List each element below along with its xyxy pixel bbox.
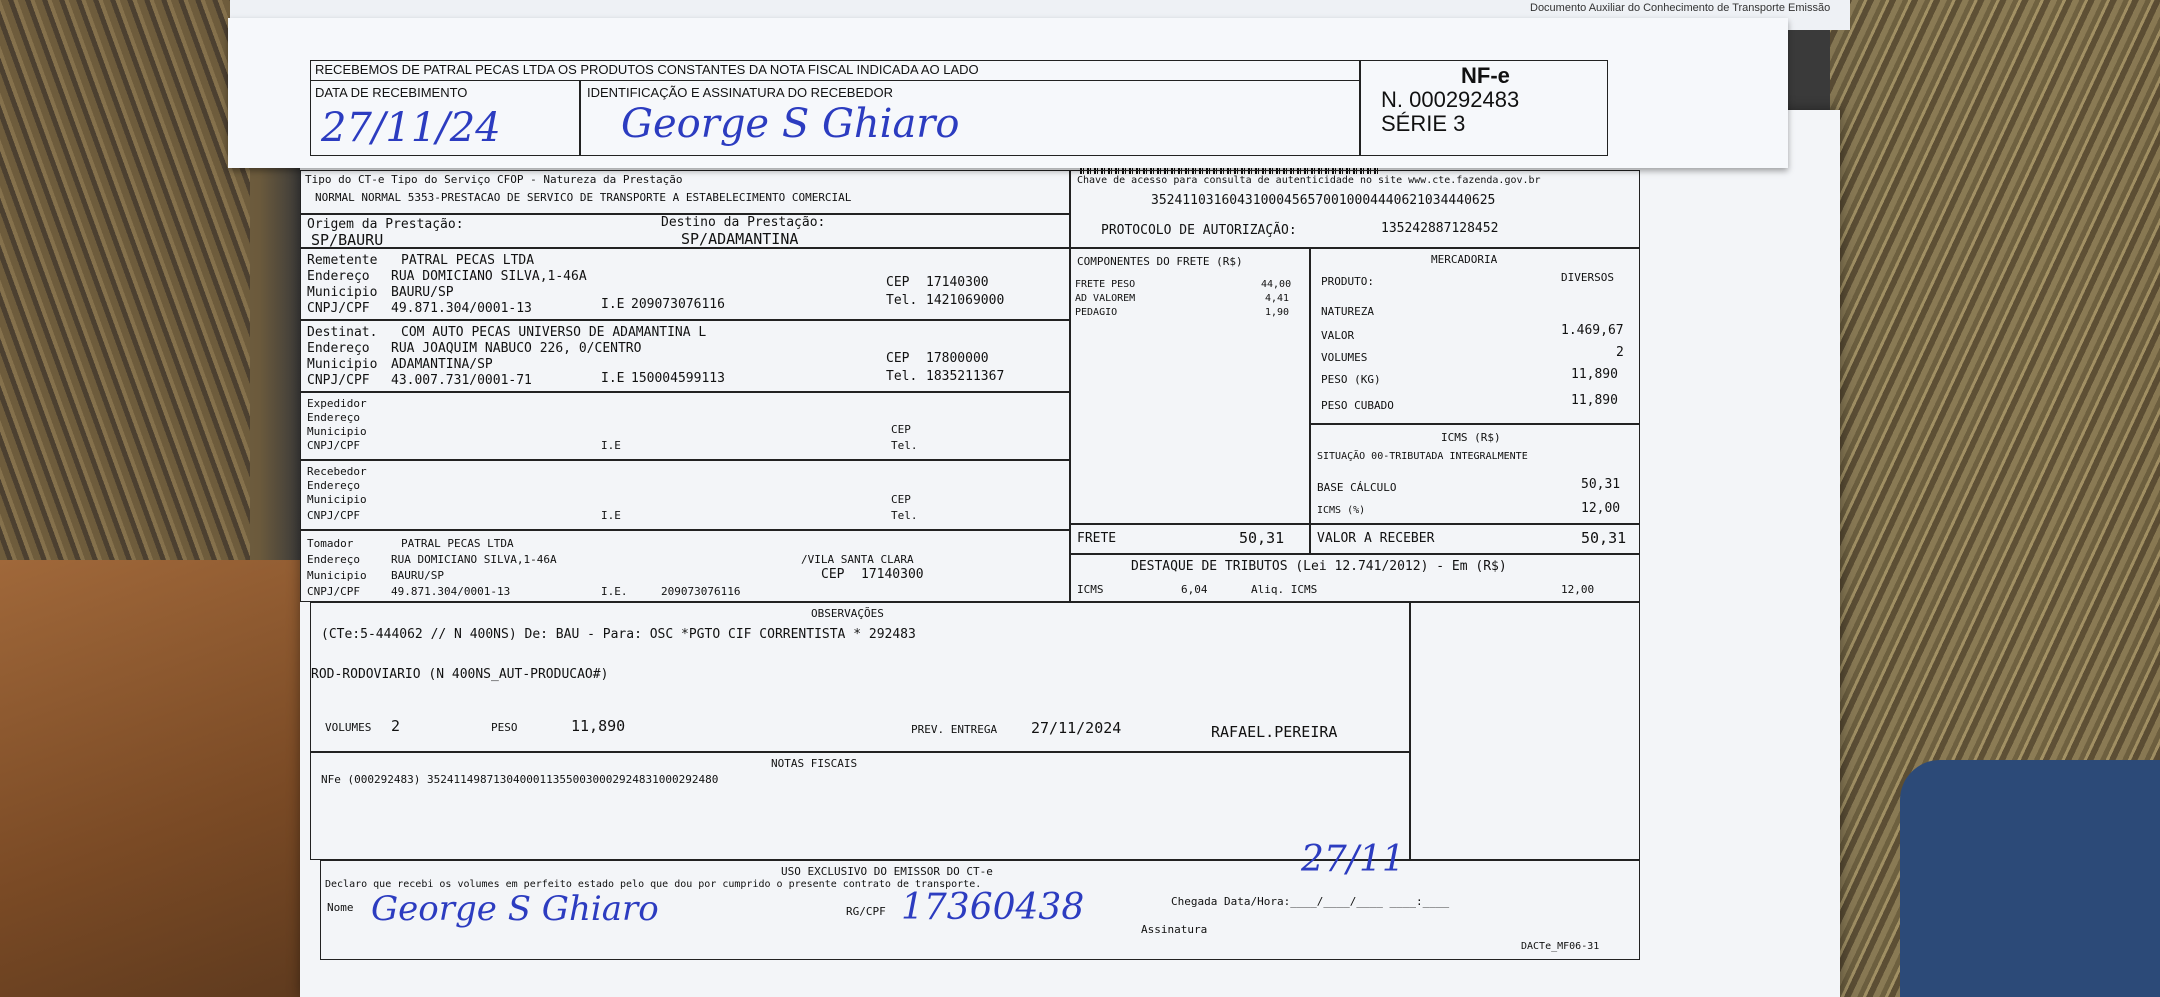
natureza-label: NATUREZA — [1321, 305, 1374, 318]
recebedor-municipio-label: Municipio — [307, 493, 367, 506]
origem-destino-box — [300, 214, 1070, 248]
tomador-municipio-label: Municipio — [307, 569, 367, 582]
observacoes-box — [310, 602, 1410, 752]
componente-value: 44,00 — [1261, 279, 1292, 290]
expedidor-tel-label: Tel. — [891, 439, 918, 452]
chegada-label: Chegada Data/Hora:____/____/____ ____:____ — [1171, 895, 1450, 908]
protocolo-value: 135242887128452 — [1381, 221, 1499, 236]
prev-entrega-label: PREV. ENTREGA — [911, 723, 998, 736]
mercadoria-title: MERCADORIA — [1431, 253, 1498, 266]
receipt-signature: George S Ghiaro — [621, 101, 960, 147]
destinatario-name: COM AUTO PECAS UNIVERSO DE ADAMANTINA L — [401, 325, 707, 340]
valor-value: 1.469,67 — [1561, 323, 1624, 338]
prev-entrega-value: 27/11/2024 — [1031, 719, 1122, 737]
tributos-icms-label: ICMS — [1077, 583, 1104, 596]
valor-label: VALOR — [1321, 329, 1355, 342]
recebedor-box — [300, 460, 1070, 530]
icms-aliq-value: 12,00 — [1581, 501, 1621, 516]
tributos-title: DESTAQUE DE TRIBUTOS (Lei 12.741/2012) - Em (R$) — [1131, 559, 1507, 574]
uso-exclusivo-title: USO EXCLUSIVO DO EMISSOR DO CT-e — [781, 865, 993, 878]
tipo-cte-label: Tipo do CT-e Tipo do Serviço CFOP - Natureza da Prestação — [305, 173, 683, 186]
remetente-cep-label: CEP — [886, 275, 910, 290]
chave-box — [1070, 170, 1640, 248]
icms-aliq-label: ICMS (%) — [1317, 505, 1366, 516]
recebedor-ie-label: I.E — [601, 509, 621, 522]
remetente-cnpj: 49.871.304/0001-13 — [391, 301, 532, 316]
notas-line: NFe (000292483) 35241149871304000113550030002924831000292480 — [321, 773, 719, 786]
expedidor-cep-label: CEP — [891, 423, 911, 436]
nfe-series: SÉRIE 3 — [1381, 111, 1466, 136]
recebedor-cep-label: CEP — [891, 493, 911, 506]
tomador-bairro: /VILA SANTA CLARA — [801, 553, 914, 566]
destinatario-ie: 150004599113 — [631, 371, 725, 386]
rg-cpf-handwritten: 17360438 — [901, 887, 1085, 928]
remetente-ie-label: I.E — [601, 297, 625, 312]
componente-value: 4,41 — [1265, 293, 1290, 304]
remetente-municipio-label: Municipio — [307, 285, 378, 300]
protocolo-label: PROTOCOLO DE AUTORIZAÇÃO: — [1101, 223, 1297, 238]
remetente-box — [300, 248, 1070, 320]
remetente-name: PATRAL PECAS LTDA — [401, 253, 535, 268]
componentes-frete-box — [1070, 248, 1310, 524]
notas-fiscais-box — [310, 752, 1410, 860]
destinatario-municipio: ADAMANTINA/SP — [391, 357, 493, 372]
remetente-endereco-label: Endereço — [307, 269, 370, 284]
chave-label: Chave de acesso para consulta de autenticidade no site www.cte.fazenda.gov.br — [1077, 175, 1541, 186]
dacte-document — [300, 110, 1840, 997]
tomador-ie: 209073076116 — [661, 585, 741, 598]
frete-label: FRETE — [1077, 531, 1117, 546]
destinatario-cep: 17800000 — [926, 351, 989, 366]
icms-title: ICMS (R$) — [1441, 431, 1501, 444]
valor-receber-label: VALOR A RECEBER — [1317, 531, 1435, 546]
destinatario-label: Destinat. — [307, 325, 378, 340]
remetente-label: Remetente — [307, 253, 378, 268]
nome-signature: George S Ghiaro — [371, 889, 659, 929]
obs-responsavel: RAFAEL.PEREIRA — [1211, 723, 1338, 741]
tomador-name: PATRAL PECAS LTDA — [401, 537, 514, 550]
frete-total-box — [1070, 524, 1310, 554]
receipt-stub — [228, 18, 1788, 168]
destinatario-municipio-label: Municipio — [307, 357, 378, 372]
remetente-cnpj-label: CNPJ/CPF — [307, 301, 370, 316]
assinatura-label: Assinatura — [1141, 923, 1208, 936]
destinatario-endereco: RUA JOAQUIM NABUCO 226, 0/CENTRO — [391, 341, 642, 356]
destinatario-tel: 1835211367 — [926, 369, 1005, 384]
receipt-signature-box — [580, 80, 1360, 156]
recebedor-endereco-label: Endereço — [307, 479, 360, 492]
receipt-text: RECEBEMOS DE PATRAL PECAS LTDA OS PRODUTOS CONSTANTES DA NOTA FISCAL INDICADA AO LADO — [315, 62, 979, 77]
recebedor-tel-label: Tel. — [891, 509, 918, 522]
dacte-code: DACTe_MF06-31 — [1521, 941, 1600, 952]
tributos-icms-value: 6,04 — [1181, 583, 1208, 596]
obs-peso-label: PESO — [491, 721, 518, 734]
tomador-cnpj: 49.871.304/0001-13 — [391, 585, 511, 598]
tributos-box — [1070, 554, 1640, 602]
tipo-cte-values: NORMAL NORMAL 5353-PRESTACAO DE SERVICO DE TRANSPORTE A ESTABELECIMENTO COMERCIAL — [315, 191, 852, 204]
destinatario-box — [300, 320, 1070, 392]
destinatario-cnpj-label: CNPJ/CPF — [307, 373, 370, 388]
origem-label: Origem da Prestação: — [307, 217, 464, 232]
declaro-text: Declaro que recebi os volumes em perfeito estado pelo que dou por cumprido o presente contrato de transporte. — [325, 879, 982, 890]
observacoes-line2: ROD-RODOVIARIO (N 400NS_AUT-PRODUCAO#) — [311, 667, 609, 682]
destino-label: Destino da Prestação: — [661, 215, 826, 230]
remetente-cep: 17140300 — [926, 275, 989, 290]
recebedor-cnpj-label: CNPJ/CPF — [307, 509, 360, 522]
icms-box — [1310, 424, 1640, 524]
remetente-municipio: BAURU/SP — [391, 285, 454, 300]
tomador-municipio: BAURU/SP — [391, 569, 444, 582]
produto-value: DIVERSOS — [1561, 271, 1614, 284]
destino-value: SP/ADAMANTINA — [681, 230, 799, 248]
frete-value: 50,31 — [1239, 529, 1285, 547]
tomador-cep-label: CEP — [821, 567, 845, 582]
base-calculo-label: BASE CÁLCULO — [1317, 481, 1397, 494]
observacoes-line1: (CTe:5-444062 // N 400NS) De: BAU - Para: OSC *PGTO CIF CORRENTISTA * 292483 — [321, 627, 916, 642]
peso-cubado-value: 11,890 — [1571, 393, 1618, 408]
uso-exclusivo-box — [320, 839, 1640, 960]
peso-cubado-label: PESO CUBADO — [1321, 399, 1394, 412]
origem-value: SP/BAURU — [311, 231, 384, 249]
expedidor-endereco-label: Endereço — [307, 411, 360, 424]
obs-volumes-value: 2 — [391, 717, 401, 735]
chegada-date-handwritten: 27/11 — [1301, 839, 1405, 880]
tomador-box — [300, 530, 1070, 602]
remetente-tel-label: Tel. — [886, 293, 918, 308]
peso-label: PESO (KG) — [1321, 373, 1381, 386]
nfe-box — [1360, 60, 1608, 156]
destinatario-tel-label: Tel. — [886, 369, 918, 384]
back-sheet-text: Documento Auxiliar do Conhecimento de Transporte Emissão — [1530, 2, 1831, 14]
tomador-label: Tomador — [307, 537, 354, 550]
recebedor-label: Recebedor — [307, 465, 367, 478]
background-jeans — [1900, 760, 2160, 997]
observacoes-side-box — [1410, 602, 1640, 860]
expedidor-municipio-label: Municipio — [307, 425, 367, 438]
icms-situacao: SITUAÇÃO 00-TRIBUTADA INTEGRALMENTE — [1317, 451, 1528, 462]
receipt-date-label: DATA DE RECEBIMENTO — [315, 85, 468, 100]
valor-receber-box — [1310, 524, 1640, 554]
componente-name: FRETE PESO — [1075, 279, 1136, 290]
nome-label: Nome — [327, 901, 354, 914]
observacoes-title: OBSERVAÇÕES — [811, 607, 884, 620]
background-grass-left — [0, 0, 250, 560]
tomador-cep: 17140300 — [861, 567, 924, 582]
tomador-endereco-label: Endereço — [307, 553, 360, 566]
tributos-aliq-value: 12,00 — [1561, 583, 1595, 596]
receipt-date-handwritten: 27/11/24 — [321, 105, 501, 151]
remetente-tel: 1421069000 — [926, 293, 1005, 308]
receipt-text-box — [310, 60, 1360, 80]
componente-name: AD VALOREM — [1075, 293, 1136, 304]
destinatario-cep-label: CEP — [886, 351, 910, 366]
tomador-cnpj-label: CNPJ/CPF — [307, 585, 360, 598]
componente-name: PEDAGIO — [1075, 307, 1118, 318]
expedidor-box — [300, 392, 1070, 460]
tipo-cte-box — [300, 170, 1070, 214]
tomador-endereco: RUA DOMICIANO SILVA,1-46A — [391, 553, 557, 566]
nfe-number: N. 000292483 — [1381, 87, 1520, 112]
receipt-date-box — [310, 80, 580, 156]
expedidor-ie-label: I.E — [601, 439, 621, 452]
componentes-title: COMPONENTES DO FRETE (R$) — [1077, 255, 1243, 268]
obs-peso-value: 11,890 — [571, 717, 626, 735]
destinatario-ie-label: I.E — [601, 371, 625, 386]
remetente-endereco: RUA DOMICIANO SILVA,1-46A — [391, 269, 587, 284]
nfe-title: NF-e — [1461, 63, 1510, 88]
tomador-ie-label: I.E. — [601, 585, 628, 598]
peso-value: 11,890 — [1571, 367, 1618, 382]
chave-value: 35241103160431000456570010004440621034440625 — [1151, 193, 1496, 208]
remetente-ie: 209073076116 — [631, 297, 725, 312]
tributos-aliq-label: Aliq. ICMS — [1251, 583, 1318, 596]
valor-receber-value: 50,31 — [1581, 529, 1627, 547]
background-wood-board — [0, 560, 320, 997]
produto-label: PRODUTO: — [1321, 275, 1374, 288]
expedidor-label: Expedidor — [307, 397, 367, 410]
notas-title: NOTAS FISCAIS — [771, 757, 858, 770]
destinatario-cnpj: 43.007.731/0001-71 — [391, 373, 532, 388]
receipt-signature-label: IDENTIFICAÇÃO E ASSINATURA DO RECEBEDOR — [587, 85, 894, 100]
mercadoria-box — [1310, 248, 1640, 424]
volumes-label: VOLUMES — [1321, 351, 1368, 364]
volumes-value: 2 — [1616, 345, 1624, 360]
destinatario-endereco-label: Endereço — [307, 341, 370, 356]
obs-volumes-label: VOLUMES — [325, 721, 372, 734]
expedidor-cnpj-label: CNPJ/CPF — [307, 439, 360, 452]
rg-cpf-label: RG/CPF — [846, 905, 886, 918]
base-calculo-value: 50,31 — [1581, 477, 1621, 492]
componente-value: 1,90 — [1265, 307, 1290, 318]
